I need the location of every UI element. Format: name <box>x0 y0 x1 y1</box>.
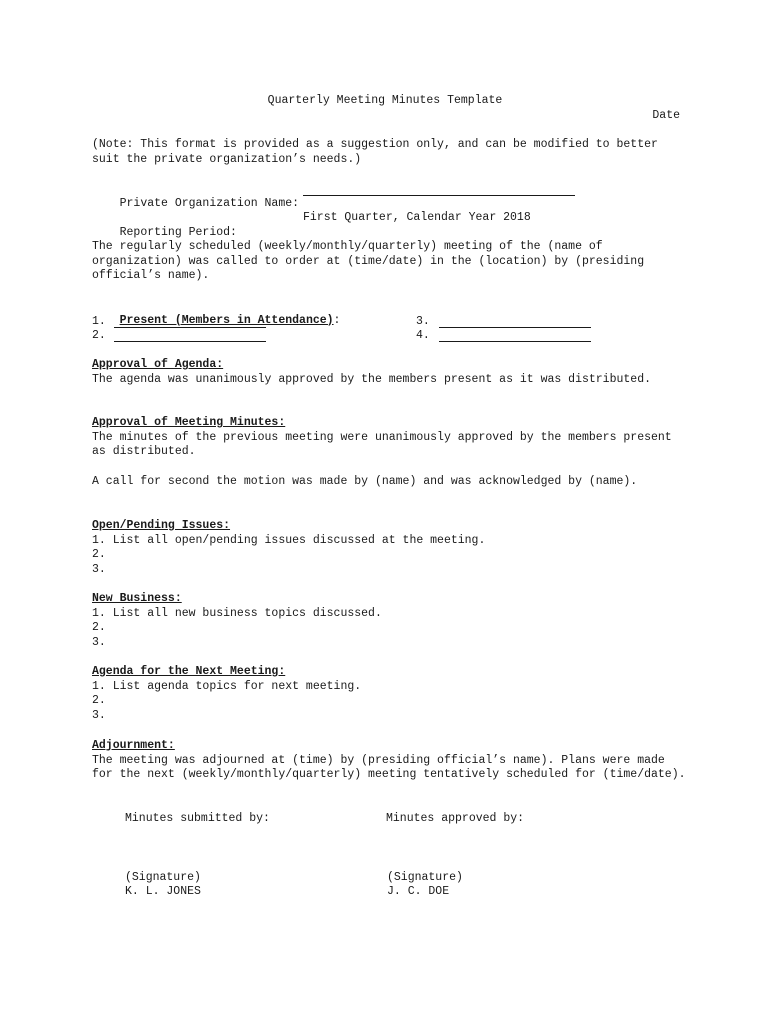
right-signer-name: J. C. DOE <box>387 885 450 898</box>
attendee-2-number: 2. <box>92 329 106 342</box>
date-label: Date <box>652 109 680 122</box>
adjournment-text: The meeting was adjourned at (time) by (presiding official’s name). Plans were made for the next (weekly/monthly/quarterly) meeting tentatively scheduled for (time/date). <box>92 753 686 782</box>
left-signature-caption: (Signature) <box>125 871 201 884</box>
new-business-section <box>92 592 692 650</box>
next-agenda-heading: Agenda for the Next Meeting: <box>92 665 286 678</box>
attendee-4-blank[interactable] <box>439 331 591 342</box>
attendee-2 <box>92 329 106 344</box>
open-issues-heading: Open/Pending Issues: <box>92 519 231 532</box>
approval-agenda-heading: Approval of Agenda: <box>92 358 224 371</box>
adjournment-heading: Adjournment: <box>92 739 175 752</box>
motion-paragraph: A call for second the motion was made by (name) and was acknowledged by (name). <box>92 475 638 488</box>
reporting-period-label: Reporting Period: <box>119 225 237 239</box>
approval-minutes-text: The minutes of the previous meeting were unanimously approved by the members present as distributed. <box>92 430 672 459</box>
list-item: 3. <box>92 708 106 722</box>
list-item: 1. List all new business topics discussed. <box>92 606 382 620</box>
list-item: 1. List agenda topics for next meeting. <box>92 679 362 693</box>
right-signature-caption: (Signature) <box>387 871 463 884</box>
org-name-blank[interactable] <box>303 185 575 196</box>
left-signer-name: K. L. JONES <box>125 885 201 898</box>
attendee-4 <box>416 329 430 344</box>
attendee-1-number: 1. <box>92 315 106 328</box>
present-heading-colon: : <box>333 313 341 327</box>
list-item: 2. <box>92 694 106 708</box>
approval-agenda-text: The agenda was unanimously approved by the members present as it was distributed. <box>92 372 651 386</box>
open-issues-section <box>92 519 692 577</box>
attendee-3-blank[interactable] <box>439 317 591 328</box>
attendee-3 <box>416 315 430 330</box>
list-item: 3. <box>92 635 106 649</box>
attendee-1-blank[interactable] <box>114 317 266 328</box>
adjournment-section <box>92 739 692 783</box>
approval-minutes-heading: Approval of Meeting Minutes: <box>92 416 286 429</box>
reporting-period-value: First Quarter, Calendar Year 2018 <box>303 211 531 224</box>
list-item: 3. <box>92 562 106 576</box>
attendee-2-blank[interactable] <box>114 331 266 342</box>
intro-paragraph: The regularly scheduled (weekly/monthly/quarterly) meeting of the (name of organization) was called to order at (time/date) in the (location) by (presiding official’s name). <box>92 240 645 283</box>
approval-minutes-section <box>92 416 692 460</box>
submitted-by-label: Minutes submitted by: <box>125 812 270 825</box>
org-name-label: Private Organization Name: <box>119 196 300 210</box>
attendee-3-number: 3. <box>416 315 430 328</box>
list-item: 2. <box>92 621 106 635</box>
approved-by-label: Minutes approved by: <box>386 812 525 825</box>
approval-agenda-section <box>92 358 692 387</box>
new-business-heading: New Business: <box>92 592 182 605</box>
next-agenda-section <box>92 665 692 723</box>
note-paragraph: (Note: This format is provided as a suggestion only, and can be modified to better suit the private organization’s needs.) <box>92 138 658 166</box>
document-title: Quarterly Meeting Minutes Template <box>267 94 503 107</box>
present-heading: Present (Members in Attendance) <box>119 313 334 327</box>
attendee-1 <box>92 315 106 330</box>
attendee-4-number: 4. <box>416 329 430 342</box>
list-item: 2. <box>92 548 106 562</box>
list-item: 1. List all open/pending issues discussed at the meeting. <box>92 533 486 547</box>
